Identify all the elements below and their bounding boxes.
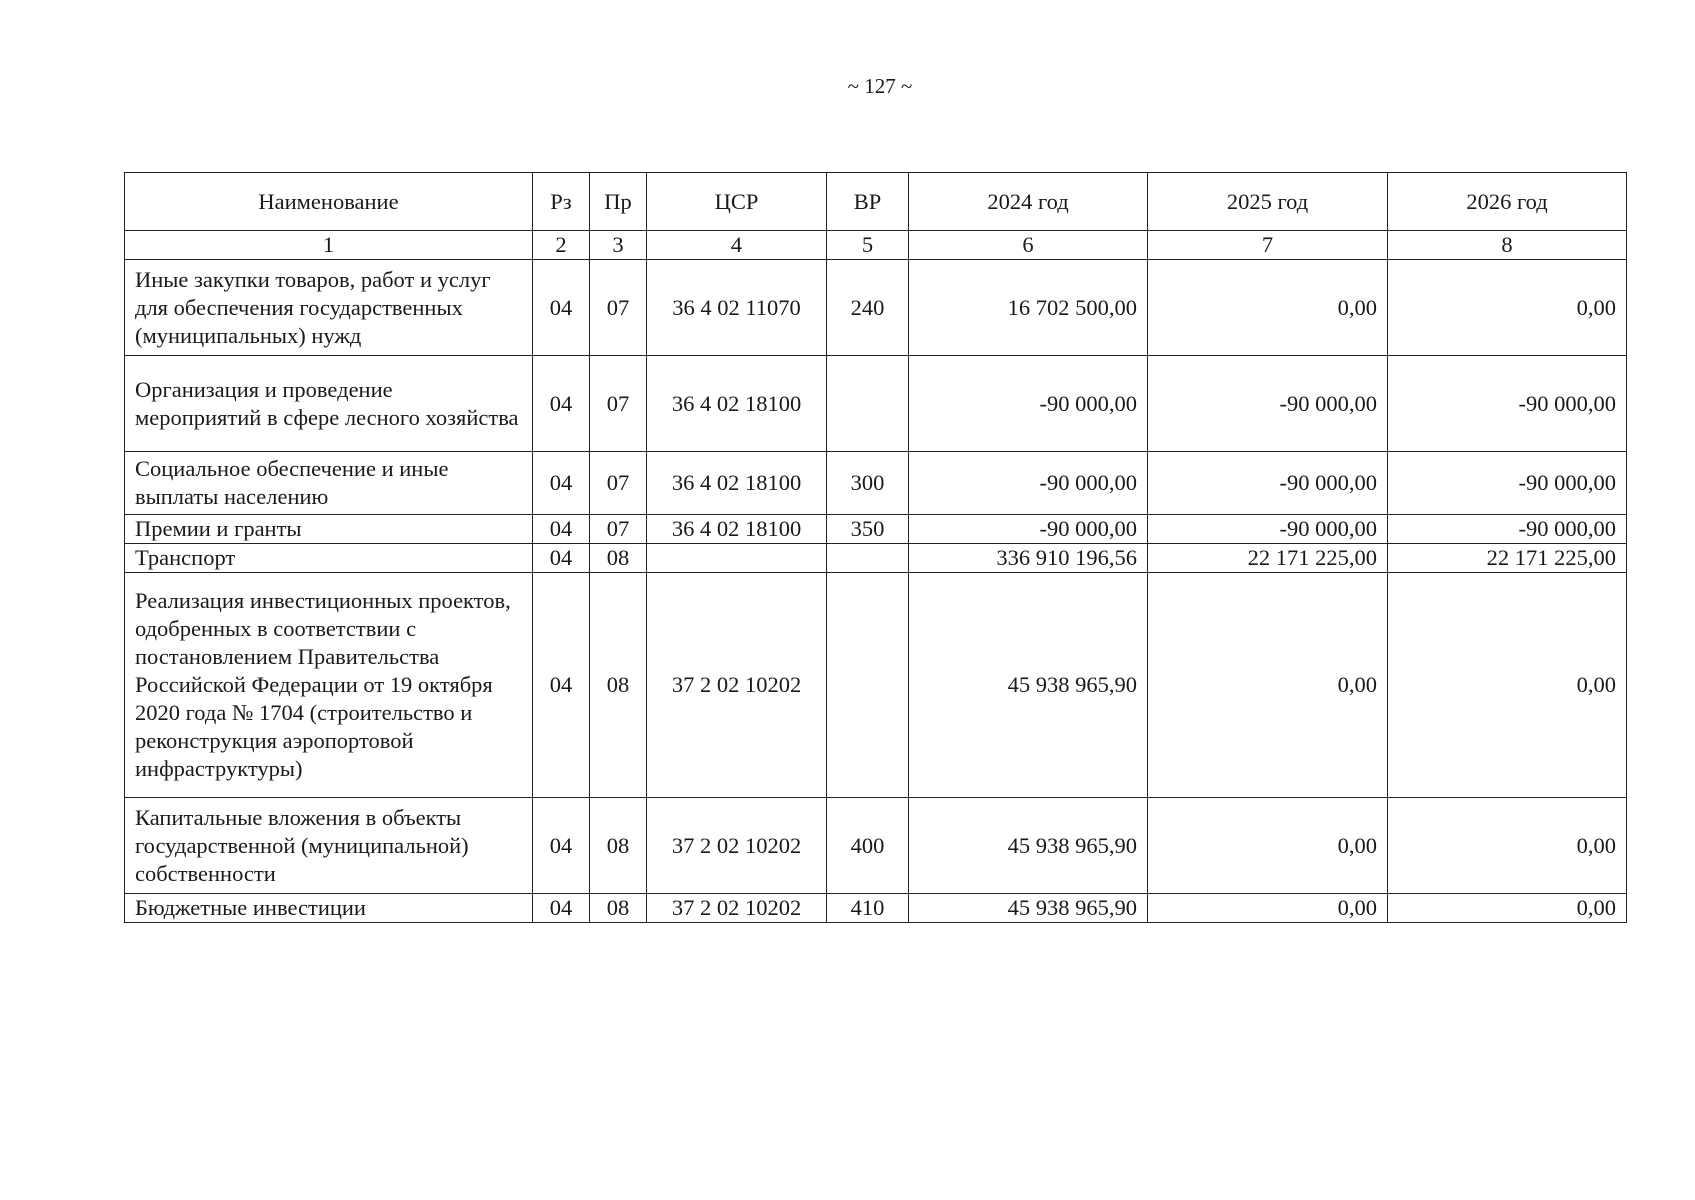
cell-csr: 37 2 02 10202 (647, 798, 827, 894)
cell-2025: 0,00 (1148, 798, 1388, 894)
header-pr: Пр (590, 173, 647, 231)
column-number: 3 (590, 231, 647, 260)
cell-name: Премии и гранты (125, 515, 533, 544)
cell-2024: 16 702 500,00 (909, 260, 1148, 356)
cell-name: Капитальные вложения в объекты государственной (муниципальной) собственности (125, 798, 533, 894)
cell-2025: 0,00 (1148, 894, 1388, 923)
cell-2026: 22 171 225,00 (1388, 544, 1627, 573)
header-vr: ВР (827, 173, 909, 231)
cell-2025: -90 000,00 (1148, 452, 1388, 515)
cell-vr: 300 (827, 452, 909, 515)
table-row (125, 515, 1627, 544)
cell-vr (827, 544, 909, 573)
cell-rz: 04 (533, 573, 590, 798)
cell-pr: 08 (590, 573, 647, 798)
cell-pr: 07 (590, 260, 647, 356)
cell-csr: 36 4 02 11070 (647, 260, 827, 356)
cell-vr: 410 (827, 894, 909, 923)
cell-csr: 36 4 02 18100 (647, 356, 827, 452)
cell-rz: 04 (533, 544, 590, 573)
cell-vr (827, 356, 909, 452)
cell-pr: 07 (590, 452, 647, 515)
table-row (125, 894, 1627, 923)
table-row (125, 544, 1627, 573)
column-number: 1 (125, 231, 533, 260)
cell-csr: 36 4 02 18100 (647, 515, 827, 544)
cell-2026: -90 000,00 (1388, 356, 1627, 452)
cell-pr: 07 (590, 515, 647, 544)
cell-rz: 04 (533, 798, 590, 894)
cell-2026: 0,00 (1388, 798, 1627, 894)
table-row (125, 356, 1627, 452)
cell-2024: 45 938 965,90 (909, 573, 1148, 798)
column-number: 4 (647, 231, 827, 260)
cell-name: Реализация инвестиционных проектов, одобренных в соответствии с постановлением Правительства Российской Федерации от 19 октября 2020 года № 1704 (строительство и реконструкция аэропортовой инфраструктуры) (125, 573, 533, 798)
cell-2025: 22 171 225,00 (1148, 544, 1388, 573)
column-number: 8 (1388, 231, 1627, 260)
cell-2026: -90 000,00 (1388, 515, 1627, 544)
cell-rz: 04 (533, 894, 590, 923)
column-number: 2 (533, 231, 590, 260)
header-csr: ЦСР (647, 173, 827, 231)
table-row (125, 452, 1627, 515)
column-number: 7 (1148, 231, 1388, 260)
cell-2025: -90 000,00 (1148, 515, 1388, 544)
header-2024: 2024 год (909, 173, 1148, 231)
cell-2026: 0,00 (1388, 894, 1627, 923)
cell-vr: 240 (827, 260, 909, 356)
cell-2026: 0,00 (1388, 573, 1627, 798)
cell-2024: 336 910 196,56 (909, 544, 1148, 573)
table-row (125, 260, 1627, 356)
cell-name: Транспорт (125, 544, 533, 573)
cell-pr: 08 (590, 894, 647, 923)
cell-2024: 45 938 965,90 (909, 894, 1148, 923)
cell-2025: 0,00 (1148, 260, 1388, 356)
page-number: ~ 127 ~ (847, 74, 913, 98)
header-name: Наименование (125, 173, 533, 231)
cell-csr (647, 544, 827, 573)
cell-rz: 04 (533, 260, 590, 356)
cell-csr: 36 4 02 18100 (647, 452, 827, 515)
header-2025: 2025 год (1148, 173, 1388, 231)
cell-2026: -90 000,00 (1388, 452, 1627, 515)
cell-name: Социальное обеспечение и иные выплаты населению (125, 452, 533, 515)
cell-2024: 45 938 965,90 (909, 798, 1148, 894)
column-number: 6 (909, 231, 1148, 260)
table-row (125, 798, 1627, 894)
column-number-row (125, 231, 1627, 260)
cell-name: Организация и проведение мероприятий в сфере лесного хозяйства (125, 356, 533, 452)
header-rz: Рз (533, 173, 590, 231)
cell-rz: 04 (533, 515, 590, 544)
cell-rz: 04 (533, 356, 590, 452)
cell-pr: 07 (590, 356, 647, 452)
budget-table (124, 172, 1627, 923)
cell-csr: 37 2 02 10202 (647, 894, 827, 923)
cell-name: Бюджетные инвестиции (125, 894, 533, 923)
cell-2026: 0,00 (1388, 260, 1627, 356)
header-2026: 2026 год (1388, 173, 1627, 231)
table-row (125, 573, 1627, 798)
column-number: 5 (827, 231, 909, 260)
cell-2024: -90 000,00 (909, 356, 1148, 452)
cell-2025: -90 000,00 (1148, 356, 1388, 452)
table-header-row (125, 173, 1627, 231)
cell-2024: -90 000,00 (909, 452, 1148, 515)
cell-pr: 08 (590, 544, 647, 573)
cell-pr: 08 (590, 798, 647, 894)
cell-name: Иные закупки товаров, работ и услуг для обеспечения государственных (муниципальных) нужд (125, 260, 533, 356)
cell-vr: 400 (827, 798, 909, 894)
cell-vr (827, 573, 909, 798)
cell-2024: -90 000,00 (909, 515, 1148, 544)
cell-vr: 350 (827, 515, 909, 544)
cell-2025: 0,00 (1148, 573, 1388, 798)
cell-csr: 37 2 02 10202 (647, 573, 827, 798)
cell-rz: 04 (533, 452, 590, 515)
